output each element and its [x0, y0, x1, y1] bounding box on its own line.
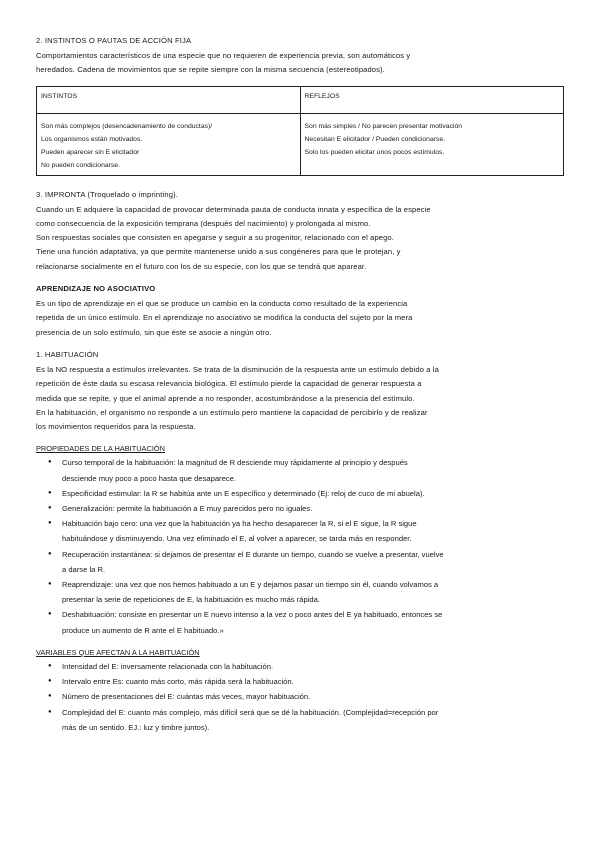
section-title: 2. INSTINTOS O PAUTAS DE ACCIÓN FIJA [36, 36, 192, 45]
bullet-list [36, 455, 564, 637]
list-item: ● Deshabituación: consiste en presentar un E nuevo intenso a la vez o poco antes del E ya habituado, entonces se produce un aumento de R ante el E habituado.» [50, 607, 564, 637]
paragraph-line: repetida de un único estímulo. En el aprendizaje no asociativo se modifica la conducta del sujeto por la mera [36, 313, 413, 323]
paragraph-line: Es la NO respuesta a estímulos irrelevantes. Se trata de la disminución de la respuesta ante un estímulo debido a la [36, 364, 439, 374]
paragraph-line: relacionarse socialmente en el futuro con los de su especie, con los que se tendrá que aparear. [36, 261, 367, 271]
list-item: ● Recuperación instantánea: si dejamos de presentar el E durante un tiempo, cuando se vuelve a presentar, vuelve a darse la R. [50, 547, 564, 577]
cell-line: No pueden condicionarse. [41, 161, 120, 169]
list-item: ● Especificidad estimular: la R se habitúa ante un E específico y determinado (Ej: reloj de cuco de mi abuela). [50, 486, 564, 501]
paragraph-line: En la habituación, el organismo no responde a un estímulo pero mantiene la capacidad de percibirlo y de realizar [36, 407, 428, 417]
paragraph-line: repetición de éste dada su escasa relevancia biológica. El estímulo pierde la capacidad de generar respuesta a [36, 379, 422, 389]
section-title: 1. HABITUACIÓN [36, 349, 99, 359]
section-instintos [36, 36, 564, 78]
cell-line: Son más complejos (desencadenamiento de conductas)/ [41, 122, 213, 130]
table-cell-instintos [37, 113, 301, 175]
instintos-reflejos-table [36, 86, 564, 176]
paragraph-line: presencia de un solo estímulo, sin que éste se asocie a ningún otro. [36, 327, 272, 337]
paragraph-line: heredados. Cadena de movimientos que se repite siempre con la misma secuencia (estereotipados). [36, 65, 385, 75]
section-propiedades [36, 444, 564, 637]
section-title: VARIABLES QUE AFECTAN A LA HABITUACIÓN [36, 647, 200, 657]
cell-line: Solo los pueden elicitar unos pocos estímulos. [304, 148, 445, 156]
list-item: ● Intervalo entre Es: cuanto más corto, más rápida será la habituación. [50, 674, 564, 689]
list-item: ● Habituación bajo cero: una vez que la habituación ya ha hecho desaparecer la R, si el E sigue, la R sigue habituándose y disminuyendo. Una vez eliminado el E, al volver a aparecer, se tarda más en responder. [50, 516, 564, 546]
table-header-instintos: INSTINTOS [37, 86, 301, 113]
paragraph-line: como consecuencia de la exposición temprana (después del nacimiento) y prolongada al mismo. [36, 218, 371, 228]
paragraph-line: Son respuestas sociales que consisten en apegarse y seguir a su progenitor, relacionado con el apego. [36, 233, 394, 243]
list-item: ● Complejidad del E: cuanto más complejo, más difícil será que se dé la habituación. (Complejidad=recepción por más de un sentido. EJ.: luz y timbre juntos). [50, 705, 564, 735]
paragraph-line: los movimientos requeridos para la respuesta. [36, 422, 196, 432]
table-header-reflejos: REFLEJOS [300, 86, 564, 113]
section-title: 3. IMPRONTA (Troquelado o imprinting). [36, 189, 179, 199]
section-aprendizaje-no-asociativo [36, 284, 564, 340]
paragraph-line: medida que se repite, y que el animal aprende a no responder, acostumbrándose a la presencia del estímulo. [36, 393, 415, 403]
list-item: ● Curso temporal de la habituación: la magnitud de R desciende muy rápidamente al principio y después desciende muy poco a poco hasta que desaparece. [50, 455, 564, 485]
section-title: PROPIEDADES DE LA HABITUACIÓN [36, 444, 165, 454]
section-variables [36, 648, 564, 735]
paragraph-line: Tiene una función adaptativa, ya que permite mantenerse unido a sus congéneres para que le protejan, y [36, 247, 401, 257]
cell-line: Pueden aparecer sin E elicitador [41, 148, 140, 156]
paragraph-line: Es un tipo de aprendizaje en el que se produce un cambio en la conducta como resultado de la experiencia [36, 299, 408, 309]
paragraph-line: Cuando un E adquiere la capacidad de provocar determinada pauta de conducta innata y específica de la especie [36, 204, 431, 214]
list-item: ● Intensidad del E: inversamente relacionada con la habituación. [50, 659, 564, 674]
section-title: APRENDIZAJE NO ASOCIATIVO [36, 284, 156, 294]
cell-line: Necesitan E elicitador / Pueden condicionarse. [304, 135, 446, 143]
list-item: ● Generalización: permite la habituación a E muy parecidos pero no iguales. [50, 501, 564, 516]
paragraph-line: Comportamientos característicos de una especie que no requieren de experiencia previa, son automáticos y [36, 51, 411, 60]
cell-line: Son más simples / No parecen presentar motivación [304, 122, 463, 130]
list-item: ● Reaprendizaje: una vez que nos hemos habituado a un E y dejamos pasar un tiempo sin él, cuando volvamos a presentar la serie de repeticiones de E, la habituación es mucho más rápida. [50, 577, 564, 607]
table-cell-reflejos [300, 113, 564, 175]
cell-line: Los organismos están motivados. [41, 135, 143, 143]
bullet-list [36, 659, 564, 735]
section-impronta [36, 190, 564, 274]
section-habituacion [36, 350, 564, 434]
list-item: ● Número de presentaciones del E: cuántas más veces, mayor habituación. [50, 689, 564, 704]
